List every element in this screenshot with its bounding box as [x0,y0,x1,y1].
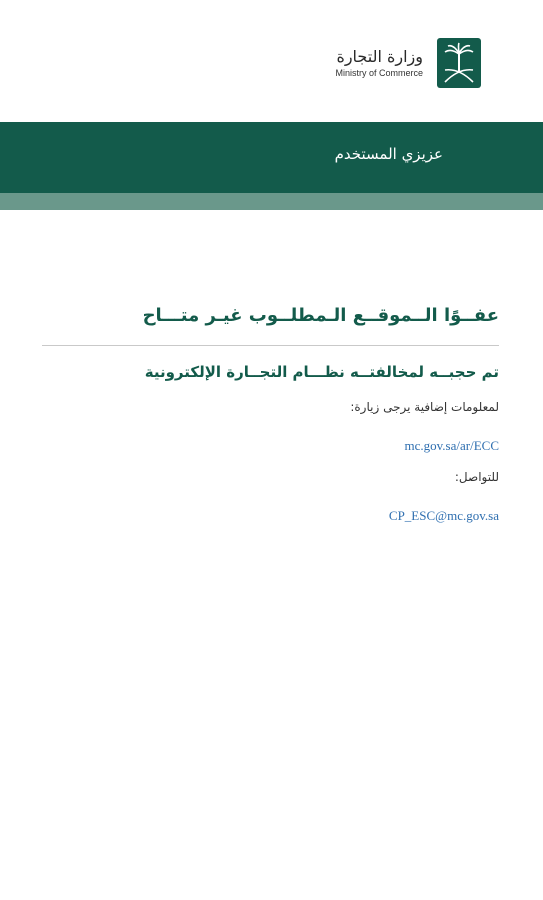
logo-english-name: Ministry of Commerce [335,68,423,78]
header-banner [0,122,543,193]
logo-arabic-name: وزارة التجارة [336,47,423,66]
contact-email-link[interactable]: CP_ESC@mc.gov.sa [388,508,499,523]
info-link[interactable]: mc.gov.sa/ar/ECC [404,438,499,453]
palm-swords-emblem-icon [437,38,481,88]
contact-label: للتواصل: [454,470,499,484]
page-heading: عفــوًا الــموقــع الـمطلــوب غيـر متـــاح [142,305,499,326]
divider [42,345,499,346]
logo-text [335,47,423,79]
message-content [42,295,499,524]
banner-stripe [0,193,543,210]
banner-title: عزيزي المستخدم [334,145,443,163]
ministry-logo [335,38,481,88]
block-reason: تم حجبــه لمخالفتــه نظـــام التجــارة الإلكترونية [144,363,499,381]
info-text: لمعلومات إضافية يرجى زيارة: [350,400,499,414]
